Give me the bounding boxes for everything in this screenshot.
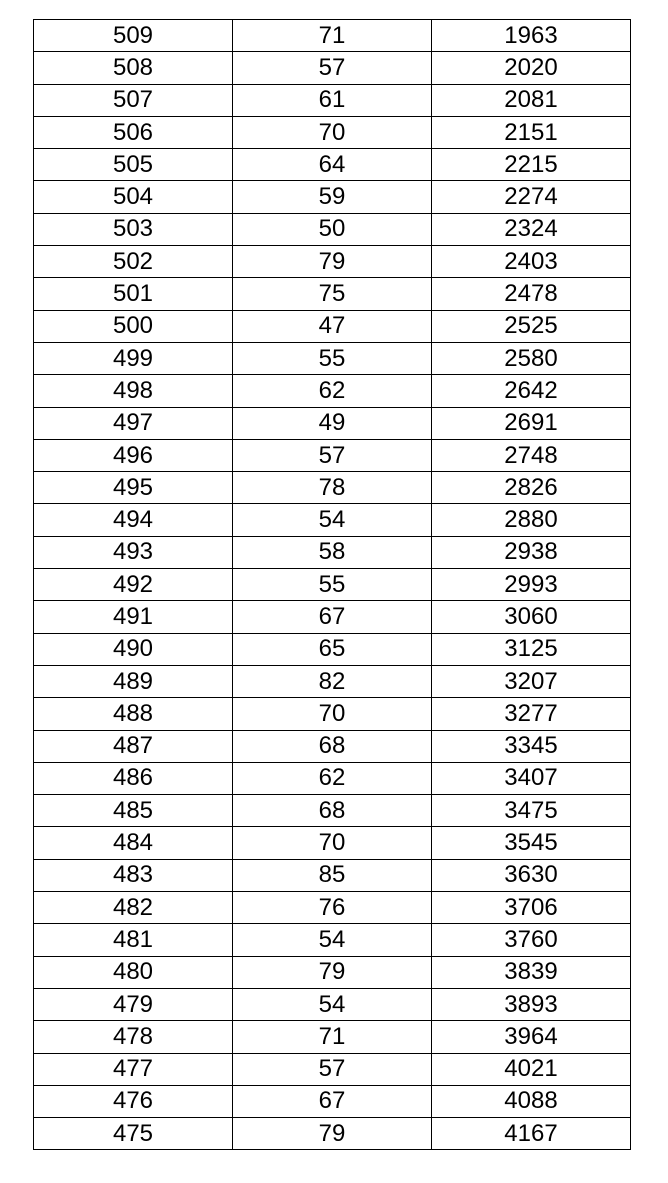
table-row	[34, 956, 631, 988]
table-cell: 3964	[432, 1021, 631, 1053]
table-cell: 54	[233, 504, 432, 536]
table-cell: 501	[34, 278, 233, 310]
table-cell: 2580	[432, 342, 631, 374]
table-cell: 54	[233, 924, 432, 956]
table-row	[34, 278, 631, 310]
table-cell: 1963	[432, 20, 631, 52]
table-cell: 2993	[432, 569, 631, 601]
table-row	[34, 569, 631, 601]
table-cell: 3407	[432, 762, 631, 794]
table-row	[34, 536, 631, 568]
table-cell: 2324	[432, 213, 631, 245]
table-row	[34, 181, 631, 213]
table-cell: 494	[34, 504, 233, 536]
table-row	[34, 1021, 631, 1053]
table-cell: 503	[34, 213, 233, 245]
table-cell: 495	[34, 472, 233, 504]
table-cell: 505	[34, 149, 233, 181]
table-cell: 509	[34, 20, 233, 52]
table-cell: 2274	[432, 181, 631, 213]
table-cell: 58	[233, 536, 432, 568]
table-cell: 3760	[432, 924, 631, 956]
table-cell: 2151	[432, 116, 631, 148]
table-row	[34, 988, 631, 1020]
table-row	[34, 795, 631, 827]
table-cell: 3630	[432, 859, 631, 891]
table-cell: 62	[233, 762, 432, 794]
table-cell: 479	[34, 988, 233, 1020]
table-row	[34, 52, 631, 84]
table-cell: 70	[233, 116, 432, 148]
table-row	[34, 439, 631, 471]
table-cell: 496	[34, 439, 233, 471]
table-cell: 64	[233, 149, 432, 181]
table-cell: 4088	[432, 1085, 631, 1117]
table-cell: 49	[233, 407, 432, 439]
table-row	[34, 149, 631, 181]
table-cell: 486	[34, 762, 233, 794]
table-cell: 3475	[432, 795, 631, 827]
table-cell: 507	[34, 84, 233, 116]
table-cell: 2691	[432, 407, 631, 439]
table-row	[34, 1085, 631, 1117]
table-cell: 76	[233, 892, 432, 924]
table-cell: 57	[233, 1053, 432, 1085]
table-row	[34, 116, 631, 148]
table-row	[34, 246, 631, 278]
table-cell: 57	[233, 439, 432, 471]
table-cell: 484	[34, 827, 233, 859]
table-row	[34, 472, 631, 504]
table-cell: 71	[233, 1021, 432, 1053]
table-body	[34, 20, 631, 1150]
table-cell: 491	[34, 601, 233, 633]
table-row	[34, 504, 631, 536]
table-cell: 502	[34, 246, 233, 278]
table-row	[34, 20, 631, 52]
table-cell: 499	[34, 342, 233, 374]
table-row	[34, 633, 631, 665]
table-cell: 487	[34, 730, 233, 762]
table-cell: 67	[233, 601, 432, 633]
table-row	[34, 730, 631, 762]
table-cell: 498	[34, 375, 233, 407]
table-cell: 3060	[432, 601, 631, 633]
table-row	[34, 375, 631, 407]
table-row	[34, 924, 631, 956]
table-cell: 50	[233, 213, 432, 245]
table-cell: 3345	[432, 730, 631, 762]
table-cell: 75	[233, 278, 432, 310]
table-cell: 3893	[432, 988, 631, 1020]
table-cell: 54	[233, 988, 432, 1020]
table-cell: 2478	[432, 278, 631, 310]
table-cell: 2748	[432, 439, 631, 471]
table-cell: 79	[233, 1118, 432, 1150]
table-cell: 480	[34, 956, 233, 988]
table-cell: 483	[34, 859, 233, 891]
table-cell: 488	[34, 698, 233, 730]
table-cell: 2880	[432, 504, 631, 536]
table-cell: 55	[233, 569, 432, 601]
table-cell: 481	[34, 924, 233, 956]
table-cell: 2525	[432, 310, 631, 342]
table-cell: 2403	[432, 246, 631, 278]
table-cell: 78	[233, 472, 432, 504]
table-cell: 489	[34, 665, 233, 697]
table-cell: 2081	[432, 84, 631, 116]
table-row	[34, 407, 631, 439]
table-cell: 3125	[432, 633, 631, 665]
table-row	[34, 698, 631, 730]
table-cell: 4021	[432, 1053, 631, 1085]
table-cell: 508	[34, 52, 233, 84]
table-row	[34, 859, 631, 891]
table-cell: 485	[34, 795, 233, 827]
table-cell: 477	[34, 1053, 233, 1085]
table-cell: 4167	[432, 1118, 631, 1150]
table-row	[34, 84, 631, 116]
table-cell: 3706	[432, 892, 631, 924]
table-cell: 65	[233, 633, 432, 665]
table-row	[34, 1053, 631, 1085]
table-cell: 67	[233, 1085, 432, 1117]
table-row	[34, 762, 631, 794]
table-cell: 79	[233, 956, 432, 988]
table-cell: 70	[233, 827, 432, 859]
table-cell: 490	[34, 633, 233, 665]
table-cell: 3839	[432, 956, 631, 988]
table-cell: 55	[233, 342, 432, 374]
table-cell: 478	[34, 1021, 233, 1053]
table-row	[34, 213, 631, 245]
table-cell: 2020	[432, 52, 631, 84]
table-cell: 82	[233, 665, 432, 697]
table-row	[34, 342, 631, 374]
table-row	[34, 1118, 631, 1150]
table-cell: 2642	[432, 375, 631, 407]
table-cell: 59	[233, 181, 432, 213]
table-cell: 476	[34, 1085, 233, 1117]
data-table	[33, 19, 631, 1150]
table-cell: 497	[34, 407, 233, 439]
table-cell: 493	[34, 536, 233, 568]
table-cell: 47	[233, 310, 432, 342]
table-cell: 492	[34, 569, 233, 601]
table-row	[34, 665, 631, 697]
table-cell: 3545	[432, 827, 631, 859]
table-row	[34, 827, 631, 859]
table-cell: 79	[233, 246, 432, 278]
table-cell: 506	[34, 116, 233, 148]
table-cell: 2826	[432, 472, 631, 504]
table-cell: 61	[233, 84, 432, 116]
table-cell: 57	[233, 52, 432, 84]
table-row	[34, 310, 631, 342]
table-row	[34, 601, 631, 633]
table-cell: 500	[34, 310, 233, 342]
table-cell: 2938	[432, 536, 631, 568]
table-cell: 68	[233, 730, 432, 762]
table-cell: 2215	[432, 149, 631, 181]
table-cell: 85	[233, 859, 432, 891]
table-cell: 71	[233, 20, 432, 52]
table-cell: 3277	[432, 698, 631, 730]
table-cell: 70	[233, 698, 432, 730]
table-cell: 62	[233, 375, 432, 407]
table-cell: 475	[34, 1118, 233, 1150]
table-cell: 68	[233, 795, 432, 827]
table-row	[34, 892, 631, 924]
table-cell: 482	[34, 892, 233, 924]
table-cell: 3207	[432, 665, 631, 697]
table-cell: 504	[34, 181, 233, 213]
